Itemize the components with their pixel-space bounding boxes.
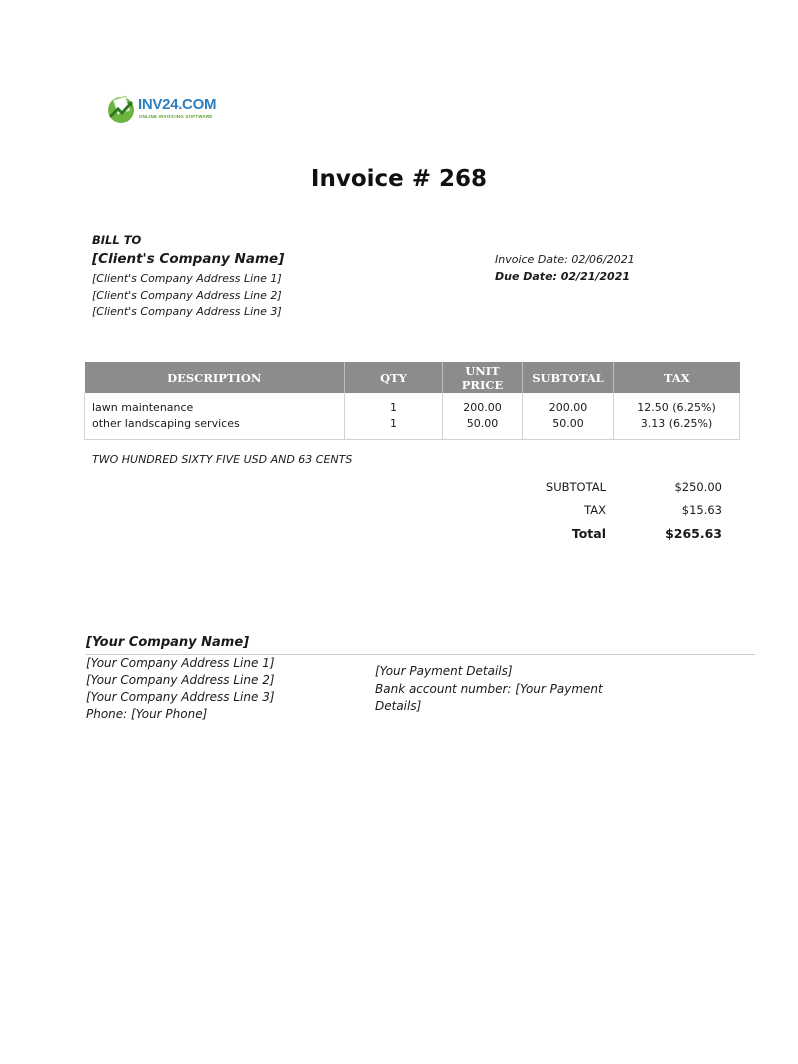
subtotal-label: SUBTOTAL [545,480,606,494]
item-unit-price: 50.00 [466,416,499,430]
items-table [84,362,740,440]
item-subtotal: 200.00 [548,401,588,414]
column-header-description: DESCRIPTION [85,362,345,393]
your-address-line: [Your Company Address Line 1] [86,656,275,670]
due-date: Due Date: 02/21/2021 [495,270,631,283]
client-company-name: [Client's Company Name] [92,251,285,267]
tax-label: TAX [584,503,606,517]
item-subtotal: 50.00 [552,416,584,430]
column-header-subtotal: SUBTOTAL [523,362,614,393]
amount-in-words: TWO HUNDRED SIXTY FIVE USD AND 63 CENTS [92,453,353,466]
your-company-name: [Your Company Name] [86,635,250,650]
column-header-unit-price [443,362,523,393]
table-row [85,393,740,439]
table-header-row [85,362,740,393]
your-address-line: [Your Company Address Line 2] [86,673,275,687]
item-description: other landscaping services [92,416,240,430]
item-qty: 1 [390,401,397,414]
client-address-line: [Client's Company Address Line 2] [92,289,282,302]
invoice-date: Invoice Date: 02/06/2021 [495,253,635,266]
bank-account-number: Bank account number: [Your Payment Details] [375,682,603,713]
column-header-tax: TAX [614,362,740,393]
your-phone: Phone: [Your Phone] [86,707,208,721]
item-description: lawn maintenance [92,401,194,414]
subtotal-cell [523,393,614,439]
tax-cell [614,393,740,439]
company-logo [106,92,217,126]
item-tax: 3.13 (6.25%) [640,416,713,430]
subtotal-value: $250.00 [674,480,722,494]
unit-price-cell [443,393,523,439]
item-tax: 12.50 (6.25%) [637,401,716,414]
item-qty: 1 [390,416,397,430]
total-value: $265.63 [665,526,722,541]
client-address-line: [Client's Company Address Line 3] [92,305,282,318]
logo-tagline: ONLINE INVOICING SOFTWARE [139,114,213,119]
footer-divider [86,654,755,655]
bill-to-label: BILL TO [92,233,142,247]
tax-value: $15.63 [681,503,722,517]
invoice-title: Invoice # 268 [310,166,488,192]
logo-brand-text: INV24.COM [138,96,217,113]
column-header-unit-price-text: UNIT PRICE [461,363,504,392]
logo-mark-icon [106,94,136,124]
qty-cell [345,393,443,439]
total-label: Total [571,526,606,541]
client-address-line: [Client's Company Address Line 1] [92,272,282,285]
description-cell [85,393,345,439]
payment-details: [Your Payment Details] [375,664,513,678]
your-address-line: [Your Company Address Line 3] [86,690,275,704]
item-unit-price: 200.00 [463,401,502,414]
column-header-qty: QTY [345,362,443,393]
